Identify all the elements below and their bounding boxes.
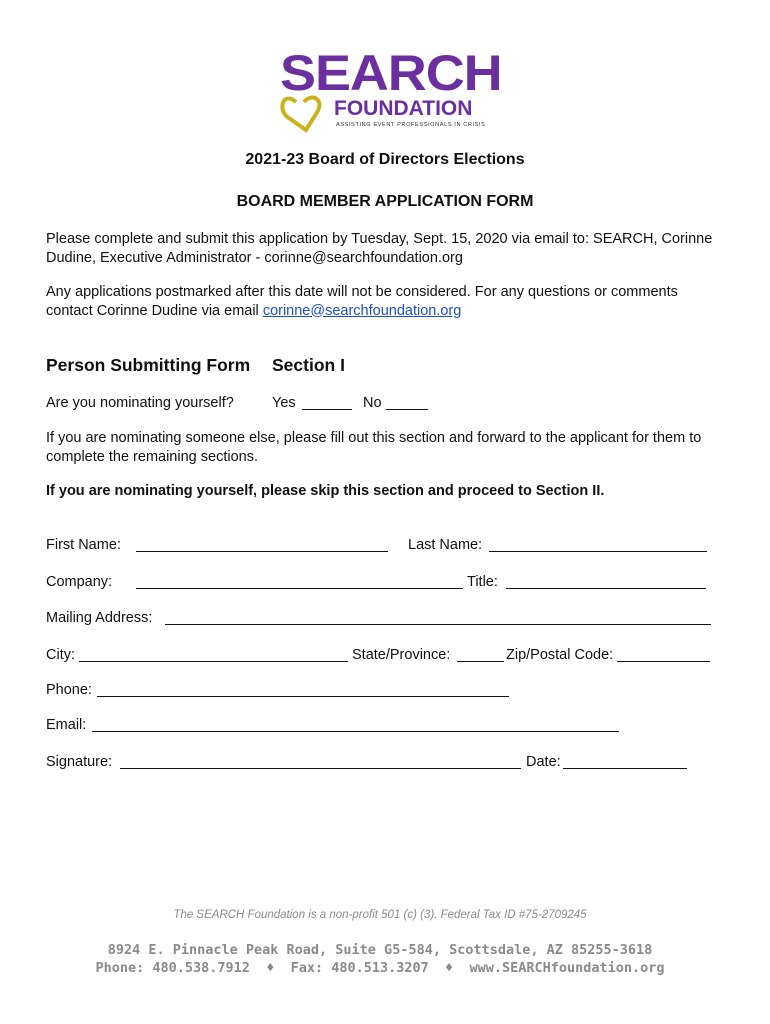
skip-note: If you are nominating yourself, please skip this section and proceed to Section II. [46,483,605,499]
page-title: 2021-23 Board of Directors Elections [245,151,525,168]
state-field[interactable] [457,661,504,662]
last-name-field[interactable] [489,551,707,552]
diamond-icon: ♦ [445,960,454,976]
first-name-label: First Name: [46,537,121,553]
date-label: Date: [526,754,561,770]
diamond-icon: ♦ [266,960,275,976]
date-field[interactable] [563,768,687,769]
intro-paragraph-2-text: Any applications postmarked after this date will not be considered. For any questions or comments contact Corinne Dudine via email [46,284,678,319]
no-blank[interactable] [386,409,428,410]
title-label: Title: [467,574,498,590]
logo-word-bottom: FOUNDATION [334,97,473,120]
zip-label: Zip/Postal Code: [506,647,614,663]
last-name-label: Last Name: [408,537,483,553]
contact-email-link[interactable]: corinne@searchfoundation.org [262,302,462,319]
mailing-address-label: Mailing Address: [46,610,153,626]
intro-paragraph-2 [46,283,726,320]
section-heading-right: Section I [272,355,345,375]
yes-label: Yes [272,395,296,411]
nominate-question: Are you nominating yourself? [46,395,234,411]
footer-phone: Phone: 480.538.7912 [95,960,250,976]
no-label: No [363,395,382,411]
footer-fax: Fax: 480.513.3207 [290,960,429,976]
footer-website[interactable]: www.SEARCHfoundation.org [469,960,665,976]
logo-word-top: SEARCH [280,45,502,101]
zip-field[interactable] [617,661,710,662]
email-field[interactable] [92,731,619,732]
city-field[interactable] [79,661,348,662]
phone-label: Phone: [46,682,92,698]
section-heading-left: Person Submitting Form [46,355,251,375]
first-name-field[interactable] [136,551,388,552]
city-label: City: [46,647,75,663]
yes-blank[interactable] [302,409,352,410]
signature-label: Signature: [46,754,113,770]
company-label: Company: [46,574,113,590]
phone-field[interactable] [97,696,509,697]
logo-tagline: ASSISTING EVENT PROFESSIONALS IN CRISIS [336,122,486,128]
form-subtitle: BOARD MEMBER APPLICATION FORM [236,193,534,210]
nonprofit-note: The SEARCH Foundation is a non-profit 501 (c) (3). Federal Tax ID #75-2709245 [173,909,587,921]
mailing-address-field[interactable] [165,624,711,625]
footer-address: 8924 E. Pinnacle Peak Road, Suite G5-584, Scottsdale, AZ 85255-3618 [107,942,653,958]
logo [276,44,502,136]
company-field[interactable] [136,588,463,589]
footer-contact [0,960,760,977]
state-label: State/Province: [352,647,451,663]
signature-field[interactable] [120,768,521,769]
intro-paragraph-1: Please complete and submit this application by Tuesday, Sept. 15, 2020 via email to: SEARCH, Corinne Dudine, Executive Administrator - corinne@searchfoundation.org [46,231,713,266]
title-field[interactable] [506,588,706,589]
nominating-note: If you are nominating someone else, please fill out this section and forward to the applicant for them to complete the remaining sections. [46,430,702,465]
email-label: Email: [46,717,87,733]
